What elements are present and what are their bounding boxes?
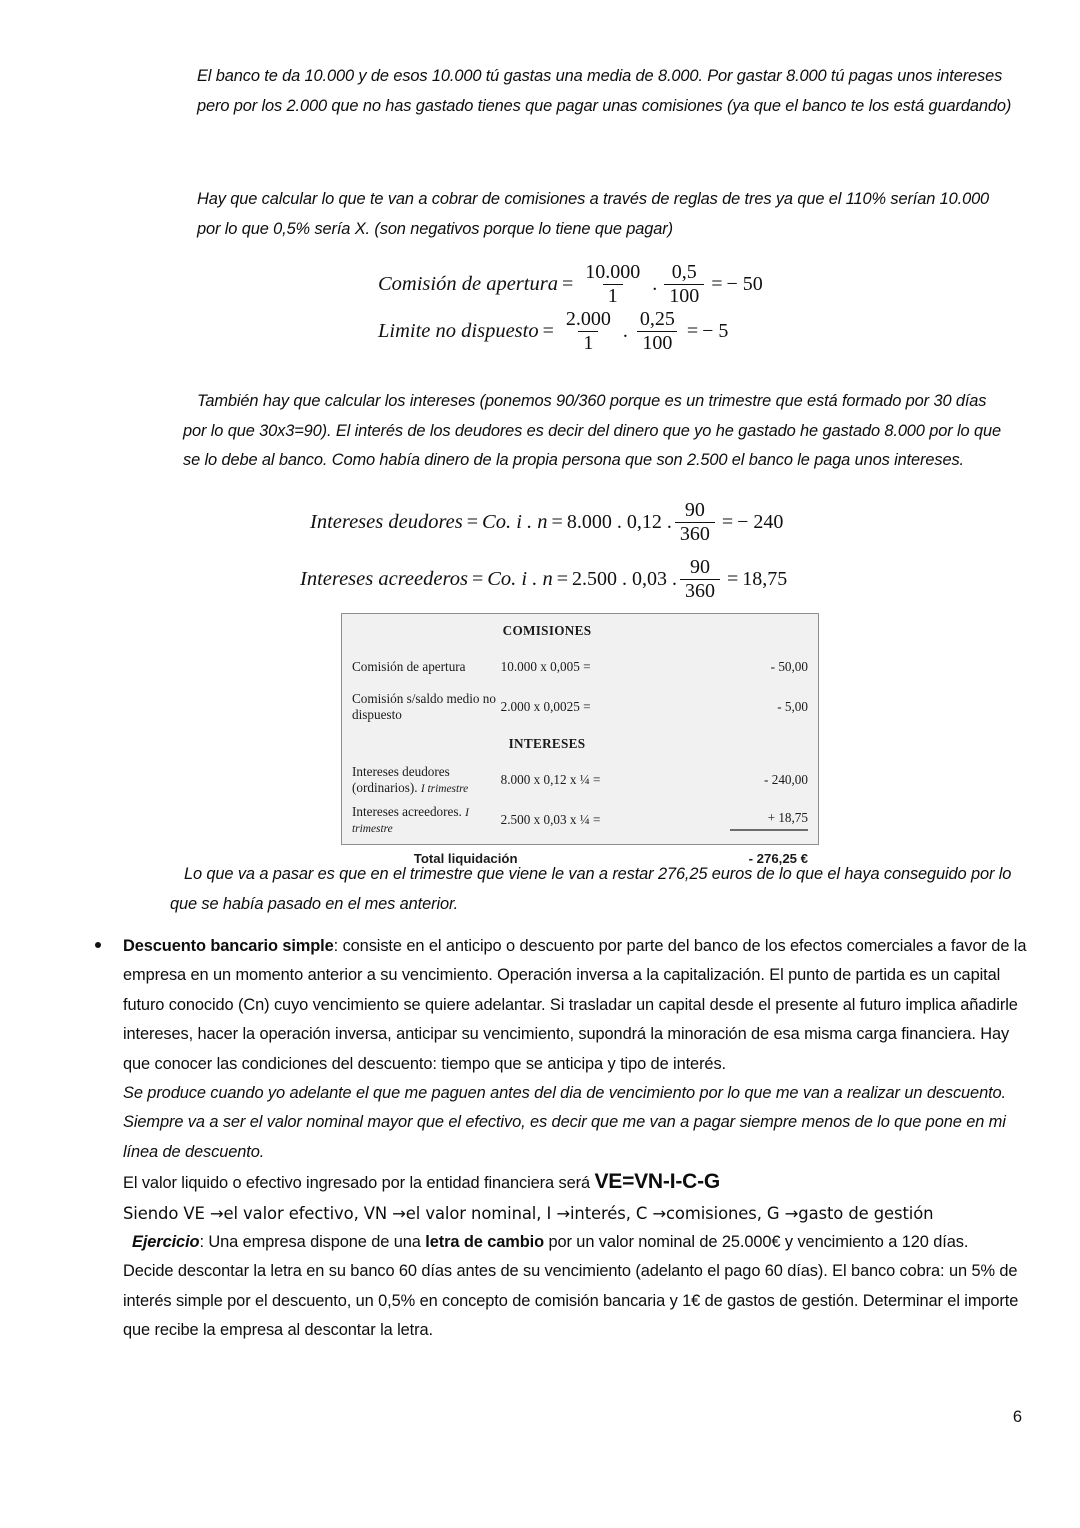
result-equals-sign: = [711,272,723,295]
equals-sign: = [561,272,574,295]
page-number: 6 [1012,1408,1022,1426]
paragraph-intro-4: Lo que va a pasar es que en el trimestre que viene le van a restar 276,25 euros de lo que el haya conseguido por lo que se había pasado en el mes anterior. [170,865,1012,913]
formula-capital-terms: 8.000 . 0,12 . [566,510,672,533]
descuento-term: Descuento bancario simple [123,937,334,955]
row-value: - 5,00 [777,699,808,714]
liquidation-table [342,614,818,876]
table-row [342,800,818,840]
row-value: - 240,00 [764,772,808,787]
numerator: 90 [684,499,705,521]
formula-comision-apertura [378,262,763,307]
formula-result: 18,75 [742,567,788,590]
ve-formula: VE=VN-I-C-G [594,1170,721,1194]
section-header-comisiones: COMISIONES [502,622,592,638]
ejercicio-conditions: Decide descontar la letra en su banco 60 días antes de su vencimiento (adelanto el pago 60 días). El banco cobra: un 5% de interés simple por el descuento, un 0,5% en concepto de comisión bancaria y 1€ de gastos de gestión. Determinar el importe que recibe la empresa al descontar la letra. [123,1262,1019,1340]
denominator: 100 [637,331,677,354]
table-row [342,647,818,687]
row-description-period: I trimestre [352,807,469,835]
denominator: 1 [578,331,598,354]
equals-sign-2: = [556,567,568,590]
row-value: - 50,00 [770,659,808,674]
fraction-second [635,309,680,354]
ejercicio-highlight: letra de cambio [425,1233,544,1252]
row-value [659,800,818,840]
ejercicio-part-1: : Una empresa dispone de una [199,1233,426,1252]
formula-label: Limite no dispuesto [378,319,539,342]
formula-expression: Co. i . n [487,567,553,590]
result-equals-sign: = [727,567,739,590]
multiplication-dot: . [622,319,628,342]
table-section-header-row [342,727,818,760]
multiplication-dot: . [652,272,658,295]
formula-label: Intereses deudores [310,510,463,533]
fraction-first [561,309,616,354]
liquidation-table-image [341,613,819,866]
table-row [342,687,818,727]
numerator: 90 [690,556,710,578]
ejercicio-part-2: por un valor nominal de 25.000€ y vencimiento a 120 días. [544,1233,969,1252]
paragraph-intro-3: También hay que calcular los intereses (ponemos 90/360 porque es un trimestre que está formado por 30 días por lo que 30x3=90). El interés de los deudores es decir del dinero que yo he gastado he gastado 8.000 por lo que se lo debe al banco. Como había dinero de la propia persona que son 2.500 el banco le paga unos intereses. [183,392,1001,469]
row-description: Comisión s/saldo medio no dispuesto [352,691,496,722]
total-label: Total liquidación [413,850,518,866]
descuento-definition: : consiste en el anticipo o descuento por parte del banco de los efectos comerciales a favor de la empresa en un momento anterior a su vencimiento. Operación inversa a la capitalización. El punto de partida es un capital futuro conocido (Cn) cuyo vencimiento se quiere adelantar. Si trasladar un capital desde el presente al futuro implica añadirle intereses, hacer la operación inversa, anticipar su vencimiento, supondrá la minoración de esa misma carga financiera. Hay que conocer las condiciones del descuento: tiempo que se anticipa y tipo de interés. [123,937,1027,1073]
ve-formula-line [123,1167,1028,1198]
numerator: 0,25 [639,308,675,330]
row-description [342,760,501,800]
descuento-note: Se produce cuando yo adelante el que me paguen antes del dia de vencimiento por lo que me van a realizar un descuento. Siempre va a ser el valor nominal mayor que el efectivo, es decir que me van a pagar siempre menos de lo que pone en mi línea de descuento. [123,1084,1007,1161]
formula-result: − 50 [726,272,763,295]
formula-intereses-deudores [310,500,783,545]
result-equals-sign: = [686,319,699,342]
table-row [342,760,818,800]
formula-result: − 240 [737,510,784,533]
numerator: 10.000 [585,261,641,283]
ve-formula-prefix: El valor liquido o efectivo ingresado por la entidad financiera será [123,1174,595,1193]
ejercicio-label: Ejercicio [132,1233,200,1252]
denominator: 360 [675,522,715,545]
result-equals-sign: = [721,510,734,533]
bullet-section-descuento [90,932,1028,1346]
paragraph-intro-2: Hay que calcular lo que te van a cobrar de comisiones a través de reglas de tres ya que el 110% serían 10.000 por lo que 0,5% sería X. (son negativos porque lo tiene que pagar) [197,190,990,238]
equals-sign: = [466,510,479,533]
row-description: Comisión de apertura [352,659,466,674]
fraction-second [664,262,704,307]
equals-sign-2: = [551,510,563,533]
numerator: 0,5 [671,261,697,283]
formula-capital-terms: 2.500 . 0,03 . [572,567,677,590]
bullet-point-icon [95,942,101,948]
row-description-text: Intereses deudores (ordinarios). [352,764,450,795]
formula-intereses-acreederos [300,557,787,602]
formula-expression: Co. i . n [482,510,548,533]
row-description-text: Intereses acreedores. [352,804,462,819]
equals-sign: = [471,567,484,590]
numerator: 2.000 [565,308,611,330]
denominator: 100 [664,284,704,307]
equals-sign: = [542,319,554,342]
descuento-definition-paragraph [123,932,1028,1079]
row-calculation: 2.500 x 0,03 x ¼ = [500,812,601,827]
siendo-legend-line: Siendo VE →el valor efectivo, VN →el valor nominal, I →interés, C →comisiones, G →gasto de gestión [123,1203,934,1223]
paragraph-intro-1: El banco te da 10.000 y de esos 10.000 tú gastas una media de 8.000. Por gastar 8.000 tú pagas unos intereses pero por los 2.000 que no has gastado tienes que pagar unas comisiones (ya que el banco te los está guardando) [197,67,1012,115]
ejercicio-statement [123,1228,1028,1257]
fraction-time [680,557,720,602]
row-description-period: I trimestre [420,783,469,795]
row-value-underlined: + 18,75 [730,810,808,831]
row-calculation: 8.000 x 0,12 x ¼ = [500,772,601,787]
fraction-time [675,500,715,545]
table-section-header-row [342,614,818,647]
row-calculation: 2.000 x 0,0025 = [500,699,591,714]
formula-label: Intereses acreederos [300,567,468,590]
fraction-first [580,262,645,307]
total-value: - 276,25 € [748,850,808,866]
formula-limite-no-dispuesto [378,309,728,354]
row-calculation: 10.000 x 0,005 = [500,659,591,674]
denominator: 360 [680,579,720,602]
bullet-content [123,932,1028,1346]
formula-label: Comisión de apertura [378,272,558,295]
section-header-intereses: INTERESES [508,735,586,751]
formula-result: − 5 [702,319,729,342]
row-description [342,800,501,840]
denominator: 1 [603,284,623,307]
